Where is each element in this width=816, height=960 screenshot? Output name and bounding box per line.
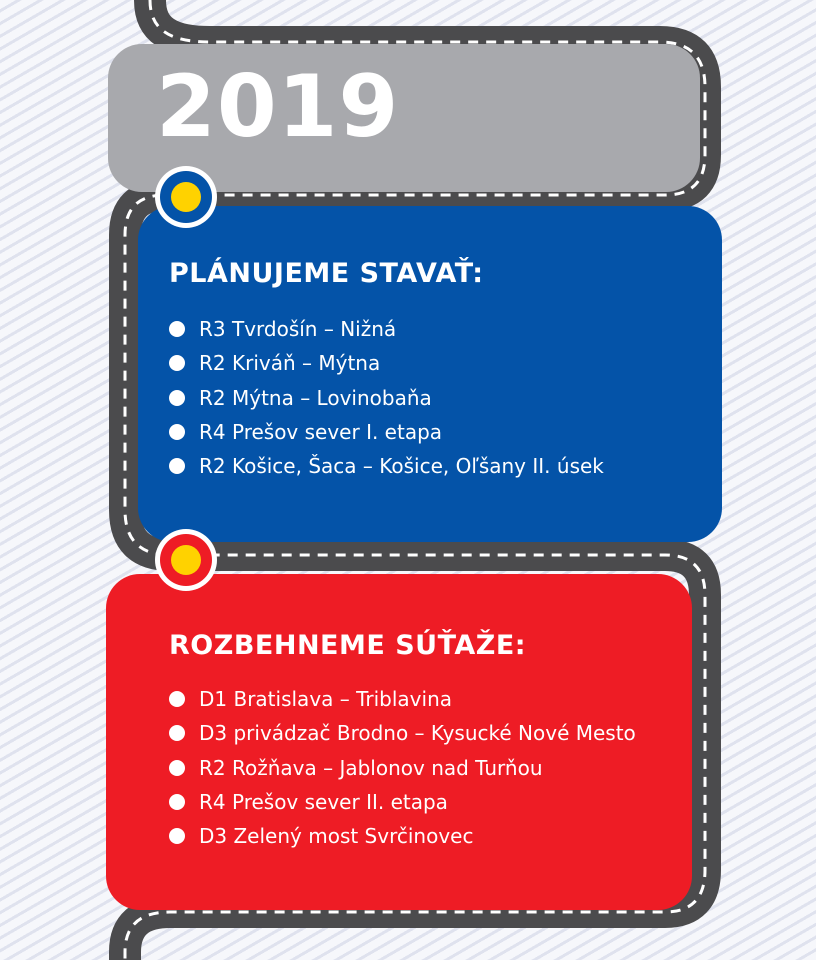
bullet-dot-icon <box>169 321 185 337</box>
list-item <box>169 449 604 483</box>
list-item <box>169 716 636 750</box>
bullet-dot-icon <box>169 424 185 440</box>
bullet-dot-icon <box>169 355 185 371</box>
list-item-label: R2 Rožňava – Jablonov nad Turňou <box>199 755 543 780</box>
list-item-label: R4 Prešov sever I. etapa <box>199 420 443 445</box>
red-milestone-pin-icon <box>153 527 219 593</box>
blue-milestone-pin-icon <box>153 164 219 230</box>
bullet-dot-icon <box>169 458 185 474</box>
bullet-dot-icon <box>169 760 185 776</box>
bullet-dot-icon <box>169 691 185 707</box>
planned-list <box>169 312 604 483</box>
tenders-panel <box>106 574 692 910</box>
list-item <box>169 346 604 380</box>
planned-title: PLÁNUJEME STAVAŤ: <box>169 258 484 289</box>
list-item-label: D3 privádzač Brodno – Kysucké Nové Mesto <box>199 721 636 746</box>
list-item-label: R2 Mýtna – Lovinobaňa <box>199 385 432 410</box>
list-item-label: R3 Tvrdošín – Nižná <box>199 317 397 342</box>
tenders-title: ROZBEHNEME SÚŤAŽE: <box>169 630 527 661</box>
list-item <box>169 381 604 415</box>
bullet-dot-icon <box>169 828 185 844</box>
year-label: 2019 <box>156 57 400 157</box>
bullet-dot-icon <box>169 390 185 406</box>
list-item <box>169 751 636 785</box>
list-item <box>169 682 636 716</box>
planned-construction-panel <box>138 206 722 542</box>
bullet-dot-icon <box>169 794 185 810</box>
tenders-list <box>169 682 636 853</box>
list-item-label: R4 Prešov sever II. etapa <box>199 790 448 815</box>
list-item <box>169 415 604 449</box>
list-item-label: D3 Zelený most Svrčinovec <box>199 824 474 849</box>
list-item <box>169 312 604 346</box>
list-item <box>169 819 636 853</box>
list-item-label: D1 Bratislava – Triblavina <box>199 687 453 712</box>
list-item <box>169 785 636 819</box>
list-item-label: R2 Košice, Šaca – Košice, Oľšany II. úsek <box>199 454 604 479</box>
list-item-label: R2 Kriváň – Mýtna <box>199 351 381 376</box>
bullet-dot-icon <box>169 725 185 741</box>
